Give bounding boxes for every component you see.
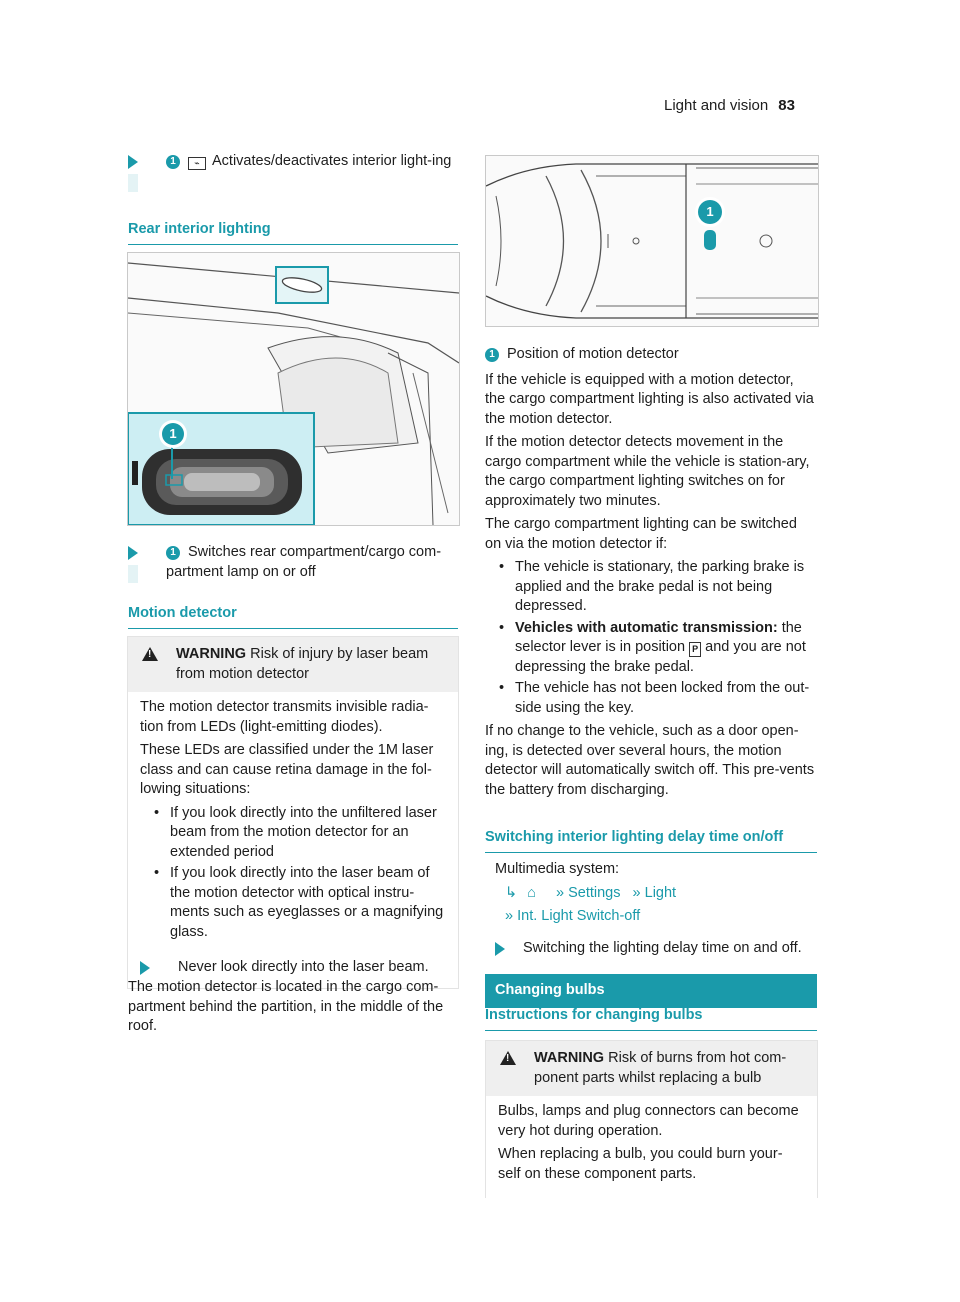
callout-number: 1	[166, 546, 180, 560]
list-item: • The vehicle is stationary, the parking brake is applied and the brake pedal is not being depressed.	[515, 558, 817, 617]
double-chevron-icon: »	[505, 908, 514, 924]
list-item: • If you look directly into the laser beam of the motion detector with optical instru-ments such as eyeglasses or a magnifying glass.	[170, 864, 446, 942]
delay-step-text: Switching the lighting delay time on and off.	[523, 939, 802, 956]
list-item: • Vehicles with automatic transmission: the selector lever is in position P and you are not depressing the brake pedal.	[515, 619, 817, 678]
warning-paragraph-2: These LEDs are classified under the 1M laser class and can cause retina damage in the fol-lowing situations:	[140, 742, 434, 797]
warning-header	[486, 1041, 817, 1096]
menu-item-light: Light	[644, 884, 677, 901]
van-roof-illustration	[486, 156, 818, 326]
list-item: • If you look directly into the unfiltered laser beam from the motion detector for an extended period	[170, 804, 446, 863]
warning-label: WARNING	[176, 646, 247, 662]
double-chevron-icon: »	[632, 884, 641, 901]
left-column	[128, 152, 458, 172]
burns-warning-box	[485, 1040, 818, 1198]
changing-bulbs-bar: Changing bulbs	[485, 974, 817, 1008]
rear-interior-illustration	[128, 253, 459, 525]
park-position-icon: P	[689, 642, 701, 657]
callout-1: 1	[162, 423, 184, 445]
return-arrow-icon: ↳	[505, 884, 518, 901]
double-chevron-icon: »	[555, 884, 565, 901]
header-section: Light and vision	[664, 97, 769, 114]
interior-light-step	[128, 152, 458, 172]
step-arrow-icon	[495, 942, 505, 956]
warning-triangle-icon	[142, 647, 158, 661]
warning-triangle-icon	[500, 1051, 516, 1065]
menu-item-int-light-switch-off: Int. Light Switch-off	[517, 908, 641, 924]
conditions-list	[485, 558, 817, 718]
figure-caption	[485, 345, 817, 365]
instructions-heading: Instructions for changing bulbs	[485, 1006, 817, 1031]
motion-text-column	[485, 345, 817, 804]
menu-path-line-2	[495, 907, 817, 927]
location-text: The motion detector is located in the cargo com-partment behind the partition, in the middle of the roof.	[128, 979, 444, 1034]
delay-intro: Multimedia system:	[495, 861, 620, 877]
delay-heading: Switching interior lighting delay time on/off	[485, 828, 817, 853]
rear-lighting-step	[128, 543, 458, 582]
home-icon: ⌂	[527, 884, 536, 901]
paragraph: The cargo compartment lighting can be switched on via the motion detector if:	[485, 516, 797, 552]
delay-step	[495, 939, 817, 959]
paragraph: If the vehicle is equipped with a motion detector, the cargo compartment lighting is also activated via the motion detector.	[485, 371, 814, 427]
laser-warning-box	[127, 636, 459, 989]
paragraph: If the motion detector detects movement in the cargo compartment while the vehicle is station-ary, the cargo compartment lighting switches on for approximately two minutes.	[485, 434, 810, 509]
warning-title: Risk of injury by laser beam from motion detector	[176, 646, 429, 682]
menu-item-settings: Settings	[568, 884, 621, 901]
callout-number: 1	[485, 348, 499, 362]
menu-path	[495, 884, 817, 904]
warning-paragraph-1: Bulbs, lamps and plug connectors can become very hot during operation.	[498, 1103, 799, 1139]
warning-paragraph-1: The motion detector transmits invisible radia-tion from LEDs (light-emitting diodes).	[140, 699, 429, 735]
roof-figure	[485, 155, 819, 327]
page-number: 83	[778, 97, 795, 114]
callout-1: 1	[698, 200, 722, 224]
rear-lighting-figure	[127, 252, 460, 526]
step-arrow-icon	[128, 546, 138, 560]
delay-section	[495, 860, 817, 958]
rear-lighting-heading: Rear interior lighting	[128, 220, 458, 245]
step-arrow-icon	[140, 961, 150, 975]
warning-label: WARNING	[534, 1050, 605, 1066]
interior-light-text: Activates/deactivates interior light-ing	[212, 153, 452, 169]
step-arrow-icon	[128, 155, 138, 169]
rear-lighting-step-text: Switches rear compartment/cargo com-partment lamp on or off	[166, 544, 442, 580]
warning-title: Risk of burns from hot com-ponent parts whilst replacing a bulb	[534, 1050, 787, 1086]
warning-bullets	[140, 804, 446, 943]
paragraph: If no change to the vehicle, such as a door open-ing, is detected over several hours, the motion detector will automatically switch off. This pre-vents the battery from discharging.	[485, 723, 815, 798]
list-item: • The vehicle has not been locked from the out-side using the key.	[515, 679, 817, 718]
running-header	[664, 96, 834, 116]
warning-paragraph-2: When replacing a bulb, you could burn your-self on these component parts.	[498, 1146, 783, 1182]
warning-step-text: Never look directly into the laser beam.	[178, 959, 429, 975]
callout-number: 1	[166, 155, 180, 169]
interior-light-icon: ⌁	[188, 157, 206, 170]
motion-detector-heading: Motion detector	[128, 604, 458, 629]
warning-step	[140, 958, 446, 978]
bold-label: Vehicles with automatic transmission:	[515, 619, 778, 636]
warning-header	[128, 637, 458, 692]
caption-text: Position of motion detector	[507, 346, 679, 362]
